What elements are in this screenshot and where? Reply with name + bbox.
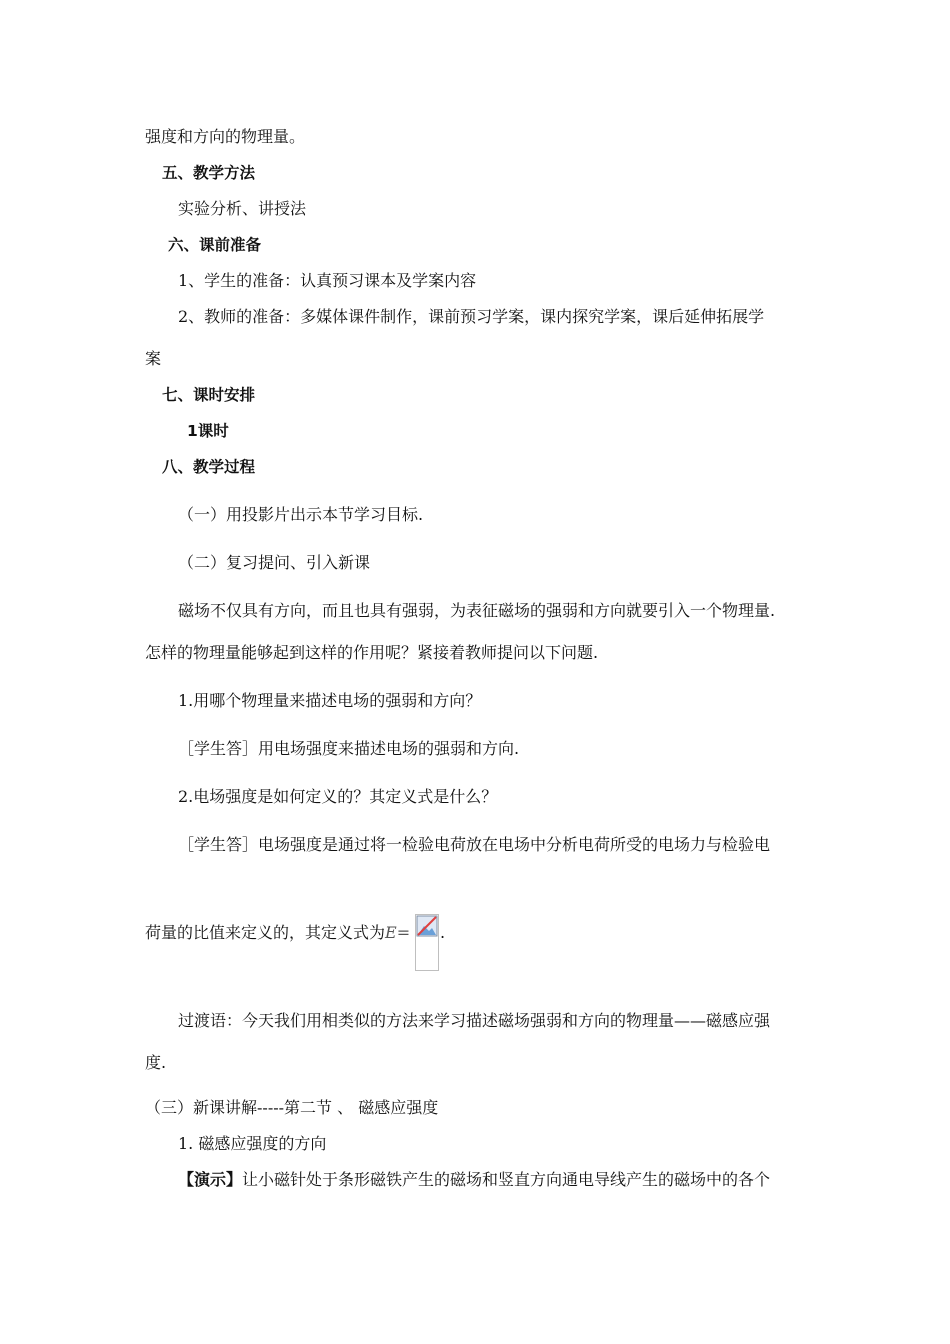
- text-line: （一）用投影片出示本节学习目标.: [178, 505, 424, 524]
- text-line: [178, 1170, 770, 1190]
- text-line: 磁场不仅具有方向，而且也具有强弱，为表征磁场的强弱和方向就要引入一个物理量.: [178, 601, 776, 620]
- broken-image-icon: [416, 915, 438, 937]
- heading-preparation: 六、课前准备: [168, 236, 262, 254]
- text-line: 过渡语：今天我们用相类似的方法来学习描述磁场强弱和方向的物理量——磁感应强: [178, 1011, 771, 1030]
- formula-e: E=: [385, 923, 411, 942]
- text-line: ［学生答］用电场强度来描述电场的强弱和方向.: [178, 739, 520, 758]
- text-line: 1、学生的准备：认真预习课本及学案内容: [178, 271, 477, 290]
- text-line: 度.: [145, 1053, 167, 1072]
- text-line: 2、教师的准备：多媒体课件制作，课前预习学案，课内探究学案，课后延伸拓展学: [178, 307, 765, 326]
- text-line: 1. 磁感应强度的方向: [178, 1134, 327, 1153]
- text-line: ［学生答］电场强度是通过将一检验电荷放在电场中分析电荷所受的电场力与检验电: [178, 835, 771, 854]
- text-line: （三）新课讲解-----第二节 、 磁感应强度: [145, 1098, 439, 1117]
- text-line: （二）复习提问、引入新课: [178, 553, 371, 572]
- formula-image: [415, 914, 439, 971]
- text-line: 2.电场强度是如何定义的？其定义式是什么？: [178, 787, 498, 806]
- formula-end: .: [440, 923, 446, 942]
- text-line: 1.用哪个物理量来描述电场的强弱和方向？: [178, 691, 482, 710]
- demo-text: 让小磁针处于条形磁铁产生的磁场和竖直方向通电导线产生的磁场中的各个: [242, 1170, 771, 1189]
- demo-label: 【演示】: [178, 1170, 243, 1189]
- formula-line: [145, 923, 410, 943]
- text-line: 强度和方向的物理量。: [145, 127, 306, 146]
- text-line: 1课时: [187, 422, 229, 440]
- heading-schedule: 七、课时安排: [162, 386, 256, 404]
- formula-text: 荷量的比值来定义的，其定义式为: [145, 923, 386, 942]
- heading-teaching-method: 五、教学方法: [162, 164, 256, 182]
- heading-process: 八、教学过程: [162, 458, 256, 476]
- text-line: 实验分析、讲授法: [178, 199, 307, 218]
- text-line: 怎样的物理量能够起到这样的作用呢？紧接着教师提问以下问题.: [145, 643, 599, 662]
- text-line: 案: [145, 349, 162, 368]
